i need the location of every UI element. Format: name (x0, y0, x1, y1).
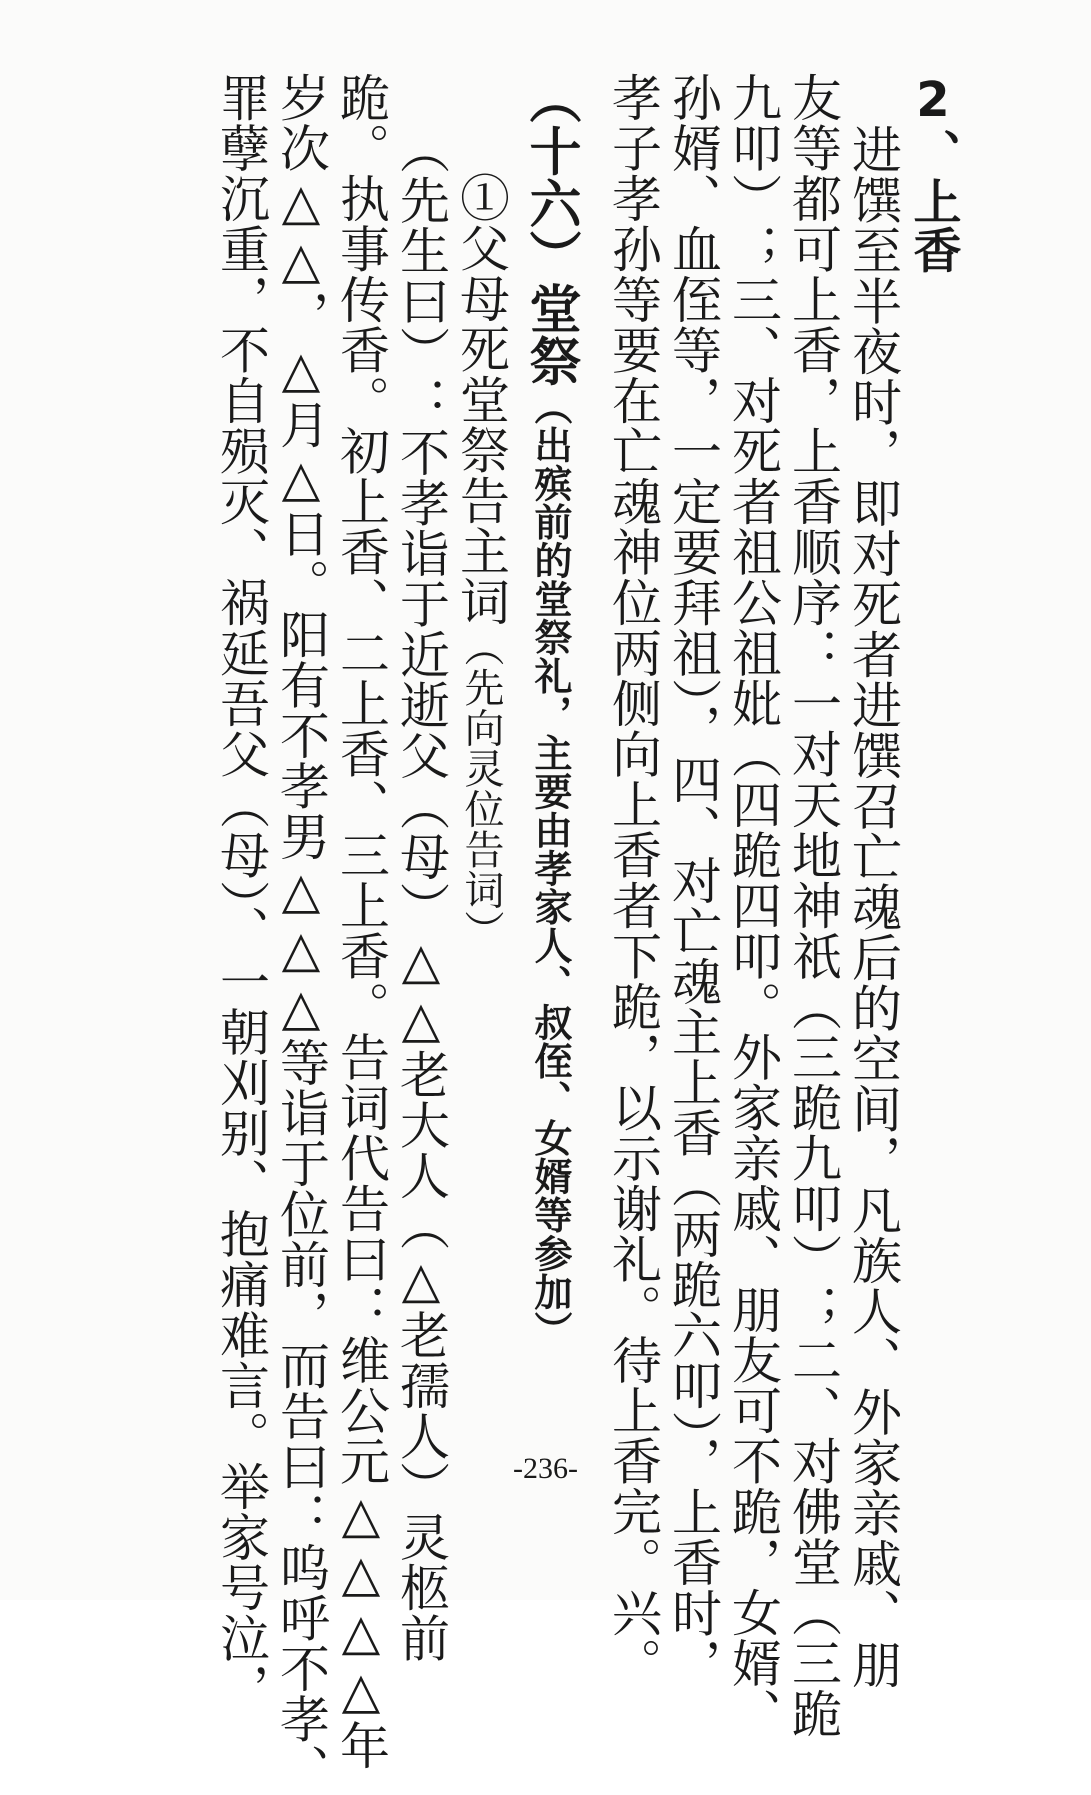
section-note: （出殡前的堂祭礼，主要由孝家人、叔侄、女婿等参加） (528, 387, 572, 1350)
section-title: （十六）堂祭 (520, 72, 580, 387)
page-number: -236- (513, 1452, 578, 1485)
subheading-note: （先向灵位告词） (458, 626, 504, 951)
section-heading (511, 72, 589, 1472)
paragraph-line: 进馔至半夜时，即对死者进馔召亡魂后的空间，凡族人、外家亲戚、朋 (844, 124, 902, 1690)
paragraph-line: 跪。执事传香。初上香、二上香、三上香。告词代告曰：维公元△△△△年 (332, 72, 390, 1771)
subheading (451, 72, 511, 1472)
subheading-title: ①父母死堂祭告主词 (452, 172, 510, 627)
heading-shangxiang: 2、上香 (905, 72, 961, 274)
paragraph-line: 孝子孝孙等要在亡魂神位两侧向上香者下跪，以示谢礼。待上香完。兴。 (604, 72, 662, 1688)
paragraph-line: 友等都可上香，上香顺序：一对天地神祇（三跪九叩）；二、对佛堂（三跪 (784, 72, 842, 1739)
paragraph-line: （先生曰）：不孝诣于近逝父（母）△△老大人（△老孺人）灵柩前 (392, 124, 450, 1663)
paragraph-line: 罪孽沉重，不自殒灭、祸延吾父（母）、一朝刈别、抱痛难言。举家号泣， (212, 72, 270, 1714)
paragraph-line: 岁次△△，△月△日。阳有不孝男△△△等诣于位前，而告曰：呜呼不孝、 (272, 72, 330, 1795)
vertical-text-body (211, 72, 963, 1795)
paragraph-line: 孙婿、血侄等，一定要拜祖），四、对亡魂主上香（两跪六叩），上香时， (664, 72, 722, 1689)
paragraph-line: 九叩）；三、对死者祖公祖妣（四跪四叩。外家亲戚、朋友可不跪，女婿、 (724, 72, 782, 1739)
